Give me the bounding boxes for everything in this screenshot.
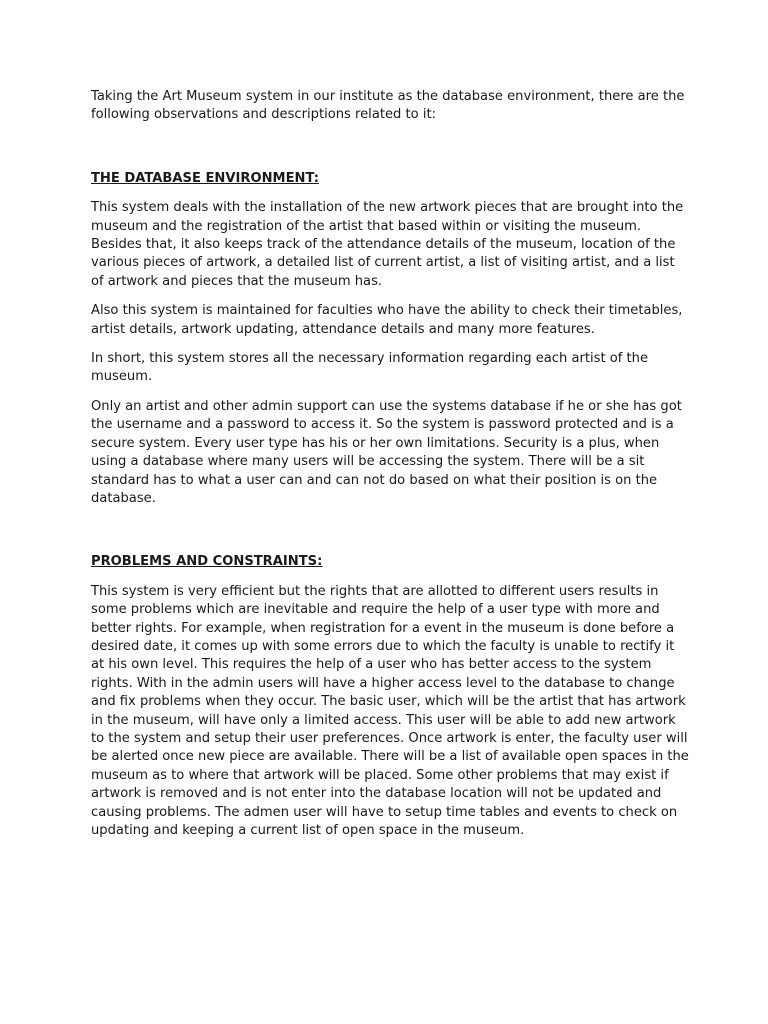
document-page — [91, 88, 691, 851]
paragraph: This system deals with the installation of the new artwork pieces that are brought into the museum and the registration of the artist that based within or visiting the museum. Besides that, it also keeps track of the attendance details of the museum, location of the various pieces of artwork, a detailed list of current artist, a list of visiting artist, and a list of artwork and pieces that the museum has. — [91, 200, 684, 289]
section-heading-problems-constraints: PROBLEMS AND CONSTRAINTS: — [91, 554, 323, 570]
paragraph: Also this system is maintained for faculties who have the ability to check their timetables, artist details, artwork updating, attendance details and many more features. — [91, 303, 683, 337]
paragraph: Only an artist and other admin support can use the systems database if he or she has got the username and a password to access it. So the system is password protected and is a secure system. Every user type has his or her own limitations. Security is a plus, when using a database where many users will be accessing the system. There will be a sit standard has to what a user can and can not do based on what their position is on the database. — [91, 398, 682, 506]
paragraph: In short, this system stores all the necessary information regarding each artist of the museum. — [91, 351, 649, 385]
section-heading-database-environment: THE DATABASE ENVIRONMENT: — [91, 170, 319, 186]
intro-paragraph: Taking the Art Museum system in our institute as the database environment, there are the following observations and descriptions related to it: — [91, 89, 685, 123]
paragraph: This system is very efficient but the rights that are allotted to different users results in some problems which are inevitable and require the help of a user type with more and better rights. For example, when registration for a event in the museum is done before a desired date, it comes up with some errors due to which the faculty is unable to rectify it at his own level. This requires the help of a user who has better access to the system rights. With in the admin users will have a higher access level to the database to change and fix problems when they occur. The basic user, which will be the artist that has artwork in the museum, will have only a limited access. This user will be able to add new artwork to the system and setup their user preferences. Once artwork is enter, the faculty user will be alerted once new piece are available. There will be a list of available open spaces in the museum as to where that artwork will be placed. Some other problems that may exist if artwork is removed and is not enter into the database location will not be updated and causing problems. The admen user will have to setup time tables and events to check on updating and keeping a current list of open space in the museum. — [91, 583, 689, 838]
